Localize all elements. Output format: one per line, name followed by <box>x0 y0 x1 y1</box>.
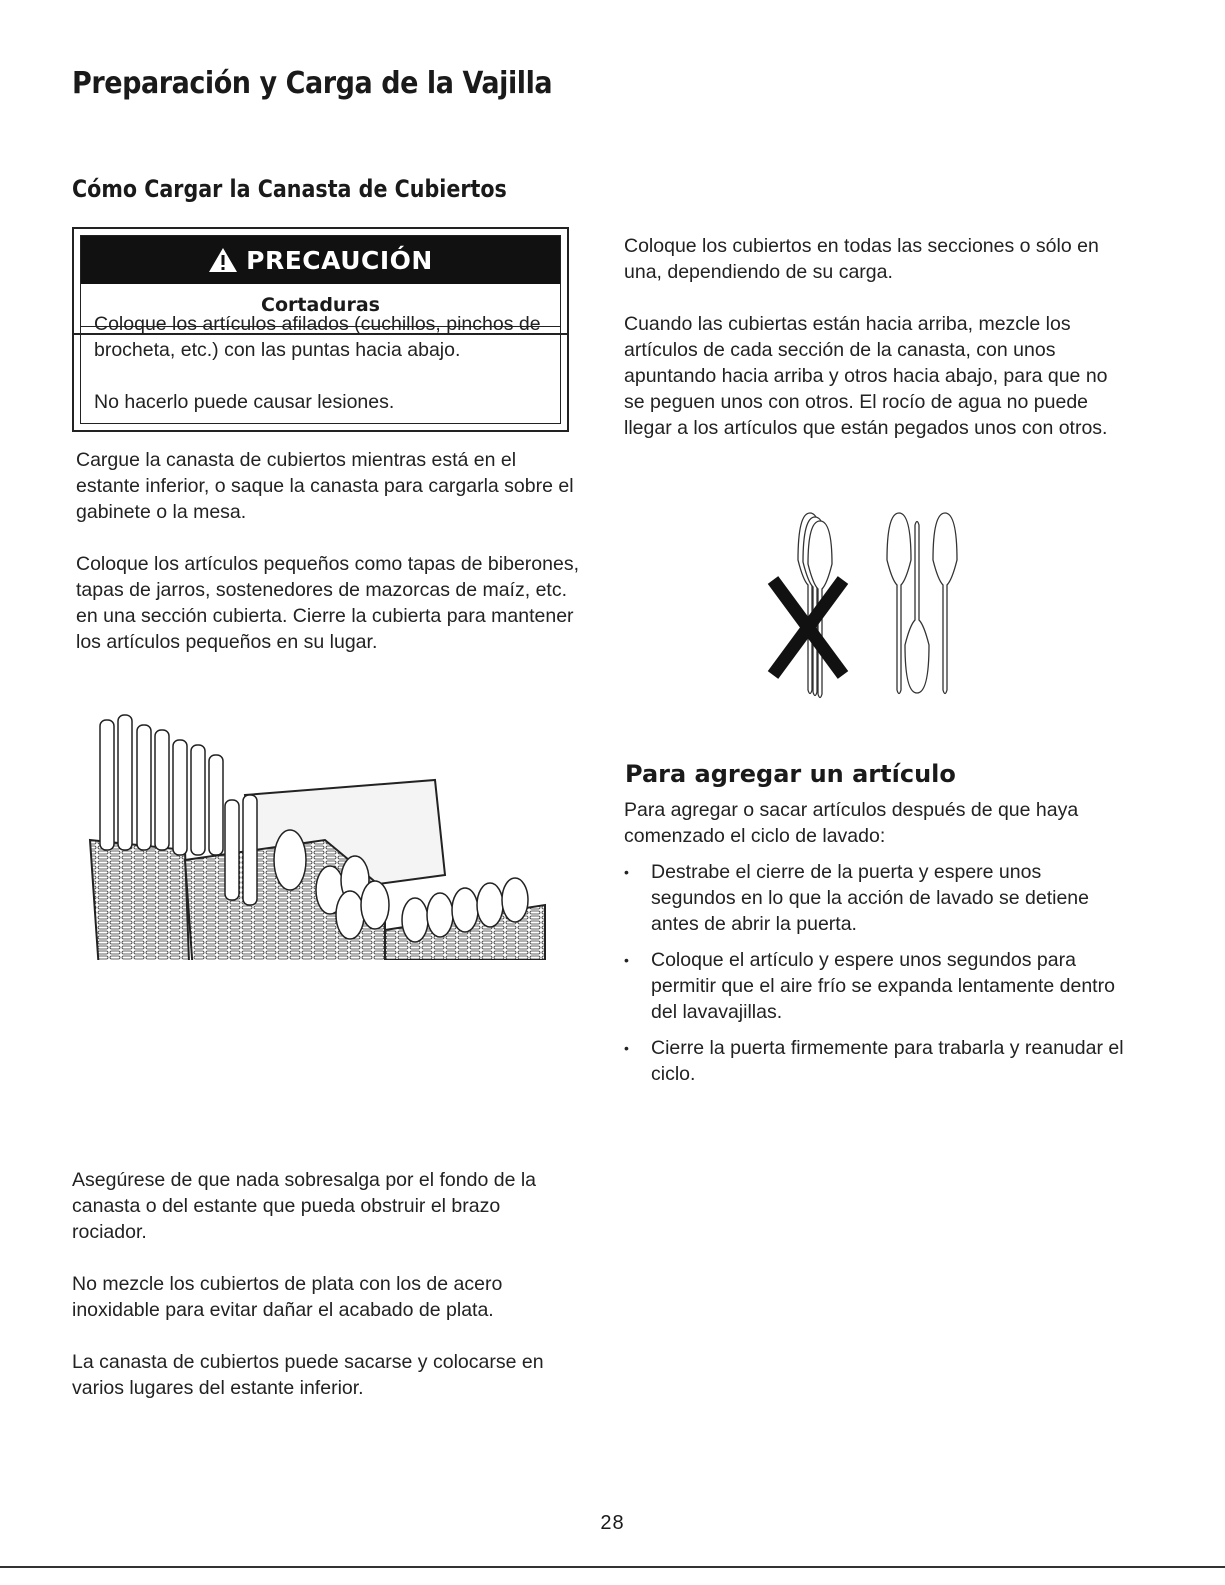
step-unlatch-door: • Destrabe el cierre de la puerta y espere unos segundos en lo que la acción de lavado se detiene antes de abrir la puerta. <box>624 859 1124 937</box>
paragraph-removable-basket: La canasta de cubiertos puede sacarse y colocarse en varios lugares del estante inferior. <box>72 1351 544 1399</box>
paragraph-silver-steel: No mezcle los cubiertos de plata con los de acero inoxidable para evitar dañar el acabado de plata. <box>72 1273 503 1321</box>
paragraph-sections: Coloque los cubiertos en todas las secciones o sólo en una, dependiendo de su carga. <box>624 235 1099 283</box>
page-title: Preparación y Carga de la Vajilla <box>72 66 553 101</box>
paragraph-spray-arm: Asegúrese de que nada sobresalga por el fondo de la canasta o del estante que pueda obstruir el brazo rociador. <box>72 1169 537 1243</box>
separated-spoons-icon <box>887 513 957 694</box>
left-column <box>76 447 581 655</box>
page-number: 28 <box>600 1512 625 1534</box>
caution-label: PRECAUCIÓN <box>246 245 433 275</box>
caution-text: Coloque los artículos afilados (cuchillos, pinchos de brocheta, etc.) con las puntas hacia abajo. <box>94 313 541 361</box>
paragraph-small-items: Coloque los artículos pequeños como tapas de biberones, tapas de jarros, sostenedores de mazorcas de maíz, etc. en una sección cubierta. Cierre la cubierta para mantener los artículos pequeños en su lugar. <box>76 553 579 653</box>
section-title: Cómo Cargar la Canasta de Cubiertos <box>72 175 507 203</box>
caution-frame <box>72 227 569 432</box>
spoon-nesting-illustration <box>765 505 980 705</box>
add-item-title: Para agregar un artículo <box>625 760 956 788</box>
add-item-section <box>624 797 1124 1097</box>
paragraph-load-basket: Cargue la canasta de cubiertos mientras está en el estante inferior, o saque la canasta para cargarla sobre el gabinete o la mesa. <box>76 449 574 523</box>
caution-text-2: No hacerlo puede causar lesiones. <box>94 391 395 413</box>
paragraph-mix-items: Cuando las cubiertas están hacia arriba, mezcle los artículos de cada sección de la canasta, con unos apuntando hacia arriba y otros hacia abajo, para que no se peguen unos con otros. El rocío de agua no puede llegar a los artículos que están pegados unos con otros. <box>624 313 1108 439</box>
left-column-lower <box>72 1167 577 1401</box>
step-add-item: • Coloque el artículo y espere unos segundos para permitir que el aire frío se expanda lentamente dentro del lavavajillas. <box>624 947 1124 1025</box>
caution-subtitle: Cortaduras <box>261 294 380 316</box>
step-close-door: • Cierre la puerta firmemente para trabarla y reanudar el ciclo. <box>624 1035 1124 1087</box>
right-column <box>624 233 1129 441</box>
add-item-steps <box>624 859 1124 1087</box>
silverware-basket-illustration <box>85 700 555 960</box>
add-item-intro: Para agregar o sacar artículos después de que haya comenzado el ciclo de lavado: <box>624 799 1079 847</box>
bottom-rule <box>0 1566 1225 1568</box>
